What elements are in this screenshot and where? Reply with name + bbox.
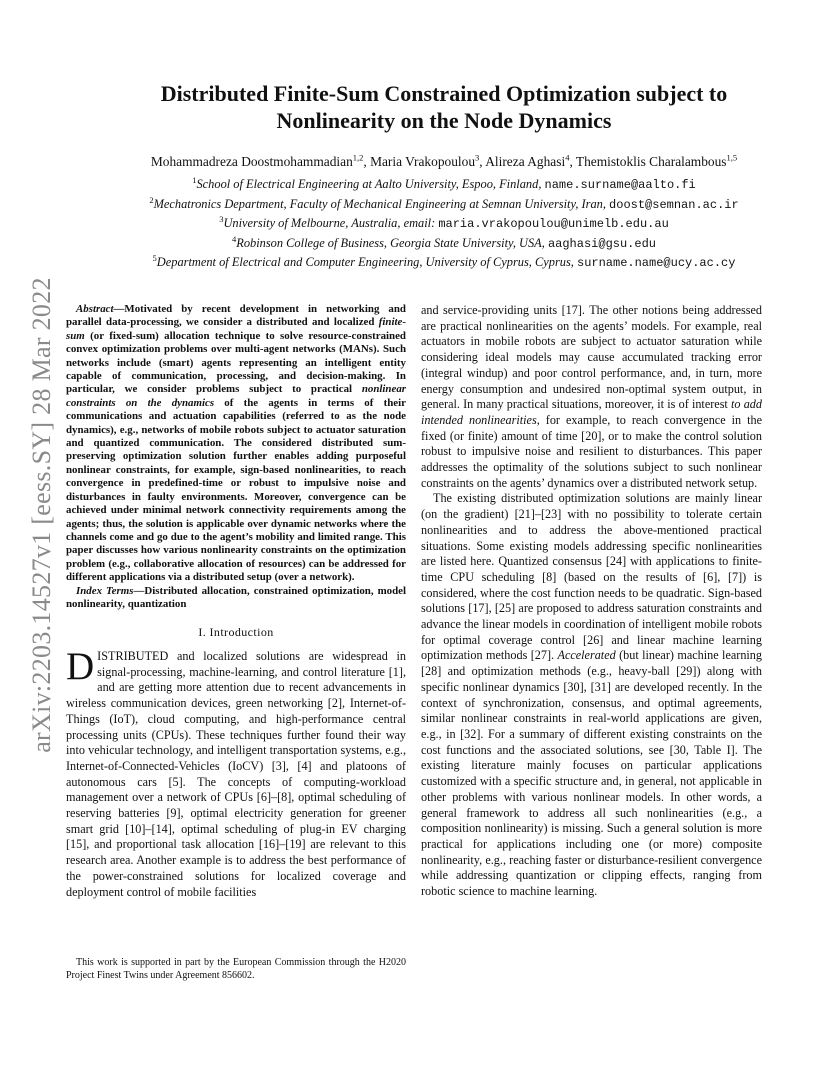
affiliation-3-text: University of Melbourne, Australia, email: — [223, 216, 439, 231]
right-paragraph-1 — [421, 303, 762, 491]
affiliation-5-email: surname.name@ucy.ac.cy — [577, 256, 736, 271]
author-list — [60, 154, 828, 170]
affiliation-4-text: Robinson College of Business, Georgia State University, USA, — [236, 235, 548, 250]
affiliation-2-text: Mechatronics Department, Faculty of Mechanical Engineering at Semnan University, Iran, — [153, 196, 610, 211]
title-line-2: Nonlinearity on the Node Dynamics — [276, 108, 612, 133]
affiliation-3 — [60, 214, 828, 234]
title-line-1: Distributed Finite-Sum Constrained Optimization subject to — [160, 81, 728, 106]
affiliation-3-sup: 3 — [219, 214, 224, 225]
abstract-emphasis-1: finite-sum — [66, 316, 406, 342]
right-column — [421, 303, 762, 900]
intro-paragraph — [66, 645, 406, 900]
arxiv-stamp-text: arXiv:2203.14527v1 [eess.SY] 28 Mar 2022 — [27, 277, 56, 753]
abstract-text-1: —Motivated by recent development in networking and parallel data-processing, we consider a distributed and localized — [66, 303, 406, 329]
dropcap: D — [66, 645, 95, 689]
right-paragraph-1-text-a: and service-providing units [17]. The other notions being addressed are practical nonlinearities on the agents’ models. For example, real actuators in mobile robots are subject to actuator saturation while considering ideal models may cause accumulated tracking error (integral windup) and poor control performance, and, in turn, more energy consumption and undesired non-optimal system output, in general. In many practical situations, moreover, it is of interest — [421, 303, 762, 412]
affiliations — [60, 175, 828, 273]
author-1: Mohammadreza Doostmohammadian — [150, 154, 353, 169]
abstract — [66, 303, 406, 585]
left-column — [66, 303, 406, 900]
footnote — [66, 957, 406, 982]
author-3-sup: 4 — [565, 152, 570, 163]
affiliation-4-sup: 4 — [232, 233, 237, 244]
affiliation-1-sup: 1 — [192, 174, 197, 185]
affiliation-5 — [60, 253, 828, 273]
intro-text: ISTRIBUTED and localized solutions are widespread in signal-processing, machine-learning, and control literature [1], and are getting more attention due to recent advancements in wireless communication devices, green networking [2], Internet-of-Things (IoT), cloud computing, and high-performance central processing units (CPUs). These techniques further found their way into vehicular technology, and intelligent transportation systems, e.g., Internet-of-Connected-Vehicles (IoCV) [3], [4] and platoons of autonomous cars [5]. The concepts of computing-workload management over a network of CPUs [6]–[8], optimal scheduling of reserving batteries [9], optimal electricity generation for greener smart grid [10]–[14], optimal scheduling of plug-in EV charging [15], and proportional task allocation [16]–[19] are relevant to this research area. Another example is to address the best performance of the power-constrained solutions for localized coverage and deployment control of mobile facilities — [66, 649, 406, 899]
right-paragraph-1-text-b: , for example, to reach convergence in the fixed (or finite) amount of time [20], or to make the control solution robust to impulsive noise and resilient to disturbances. This paper addresses the optimality of the solutions subject to such nonlinear constraints on the agents’ dynamics over a distributed network setup. — [421, 412, 763, 490]
author-2: , Maria Vrakopoulou — [363, 154, 476, 169]
right-paragraph-2 — [421, 491, 762, 899]
affiliation-5-sup: 5 — [152, 253, 157, 264]
abstract-emphasis-2: nonlinear constraints on the dynamics — [66, 383, 406, 409]
right-paragraph-2-text-a: The existing distributed optimization solutions are mainly linear (on the gradient) [21]–[23] with no possibility to tolerate certain nonlinearities and to address the above-mentioned practical situations. Some existing models addressing specific nonlinearities are listed here. Quantized consensus [24] with applications to finite-time CPU scheduling [8] (based on the results of [6], [7]) is considered, where the cost function needs to be quadratic. Sign-based solutions [17], [25] are proposed to address saturation constraints and advance the linear models in coordination of intelligent mobile robots for optimal coverage control [26] and linear machine learning optimization methods [27]. — [421, 491, 762, 663]
paper-title — [60, 80, 828, 134]
index-terms — [66, 585, 406, 612]
index-terms-text: —Distributed allocation, constrained optimization, model nonlinearity, quantization — [66, 584, 407, 610]
right-paragraph-2-emphasis: Accelerated — [557, 648, 616, 663]
index-terms-label: Index Terms — [76, 584, 134, 597]
affiliation-4 — [60, 234, 828, 254]
right-paragraph-1-emphasis: to add intended nonlinearities — [421, 397, 762, 427]
abstract-text-2: (or fixed-sum) allocation technique to solve resource-constrained convex optimization problems over multi-agent networks (MANs). Such networks include (smart) agents representing an intelligent entity capable of communication, processing, and decision-making. In particular, we consider problems subject to practical — [66, 329, 406, 396]
author-2-sup: 3 — [475, 152, 480, 163]
author-1-sup: 1,2 — [352, 152, 364, 163]
author-4-sup: 1,5 — [726, 152, 738, 163]
author-3: , Alireza Aghasi — [479, 154, 566, 169]
affiliation-4-email: aaghasi@gsu.edu — [547, 236, 656, 251]
abstract-label: Abstract — [76, 303, 114, 315]
right-paragraph-2-text-b: (but linear) machine learning [28] and optimization methods (e.g., heavy-ball [29]) along with specific nonlinear dynamics [30], [31] are developed recently. In the context of synchronization, consensus, and optimal agreements, similar nonlinear constraints in real-world applications are given, e.g., in [32]. For a summary of different existing constraints on the cost functions and the associated solutions, see [30, Table I]. The existing literature mainly focuses on particular applications customized with a specific structure and, in general, not applicable in other problems with various nonlinear models. In other words, a general framework to address all such nonlinearities (e.g., a composition nonlinearity) is missing. Such a general solution is more practical for applications including one (or more) composite nonlinearity, e.g., reaching faster or disturbance-resilient convergence while addressing quantization or clipping effects, ranging from robotic science to machine learning. — [421, 648, 762, 899]
affiliation-2-email: doost@semnan.ac.ir — [609, 197, 739, 212]
affiliation-1-email: name.surname@aalto.fi — [544, 178, 696, 192]
affiliation-5-text: Department of Electrical and Computer Engineering, University of Cyprus, Cyprus, — [156, 255, 577, 270]
arxiv-stamp — [22, 0, 62, 1072]
section-heading-introduction: I. Introduction — [198, 625, 274, 640]
author-4: , Themistoklis Charalambous — [569, 154, 727, 169]
affiliation-1-text: School of Electrical Engineering at Aalto University, Espoo, Finland, — [196, 177, 545, 191]
affiliation-1 — [60, 175, 828, 195]
affiliation-3-email: maria.vrakopoulou@unimelb.edu.au — [438, 217, 669, 232]
abstract-text-3: of the agents in terms of their communications and actuation capabilities (referred to as the node dynamics), e.g., networks of mobile robots subject to actuator saturation and quantized communication. The considered distributed sum-preserving optimization solution further enables adding purposeful nonlinear constraints, for example, sign-based nonlinearities, to reach convergence in predefined-time or robust to impulsive noise and disturbances in faulty environments. Moreover, convergence can be achieved under minimal network connectivity requirements among the agents; thus, the solution is applicable over dynamic networks where the channels come and go due to the agent’s mobility and limited range. This paper discusses how various nonlinearity constraints on the optimization problem (e.g., collaborative allocation of resources) can be addressed for different applications via a distributed setup (over a network). — [66, 396, 406, 584]
affiliation-2-sup: 2 — [149, 194, 154, 205]
affiliation-2 — [60, 195, 828, 215]
footnote-text: This work is supported in part by the European Commission through the H2020 Project Finest Twins under Agreement 856602. — [66, 957, 406, 981]
